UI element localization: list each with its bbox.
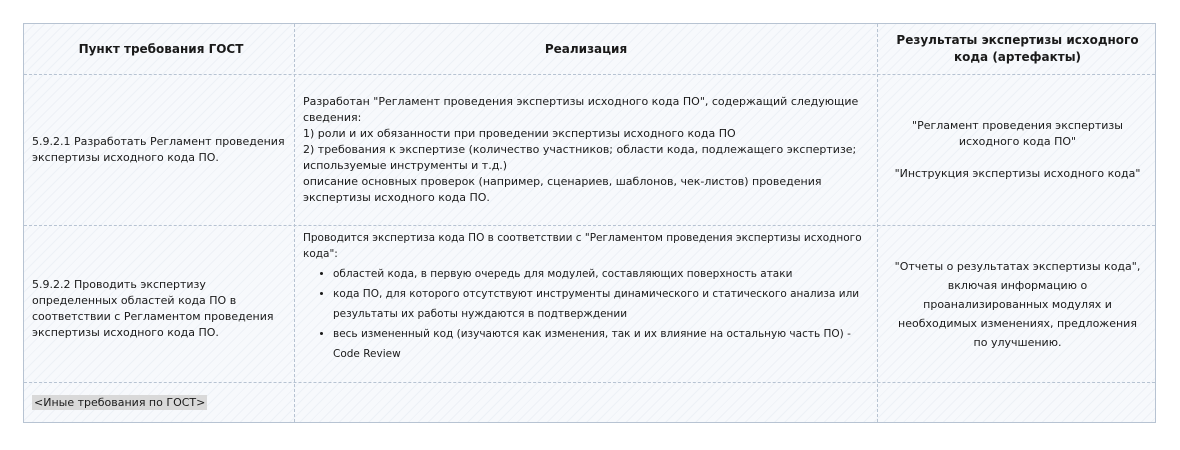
list-item: • кода ПО, для которого отсутствуют инструменты динамического и статического анализа или результаты их работы нуждаются в подтверждении	[333, 284, 869, 324]
implementation-line: Разработан "Регламент проведения экспертизы исходного кода ПО", содержащий следующие сведения:	[303, 95, 859, 124]
requirement-5-9-2-2: 5.9.2.2 Проводить экспертизу определенных областей кода ПО в соответствии с Регламентом проведения экспертизы исходного кода ПО.	[32, 278, 274, 339]
list-item: • областей кода, в первую очередь для модулей, составляющих поверхность атаки	[333, 264, 869, 284]
header-gost-clause: Пункт требования ГОСТ	[78, 41, 244, 56]
implementation-5-9-2-1	[295, 75, 877, 225]
artifact: "Инструкция экспертизы исходного кода"	[894, 167, 1141, 180]
implementation-line: 2) требования к экспертизе (количество участников; области кода, подлежащего экспертизе; используемые инструменты и т.д.)	[303, 143, 857, 172]
other-requirements-label: <Иные требования по ГОСТ>	[34, 396, 206, 409]
header-implementation: Реализация	[544, 41, 628, 56]
implementation-list	[303, 264, 869, 364]
implementation-line: 1) роли и их обязанности при проведении экспертизы исходного кода ПО	[303, 127, 736, 140]
other-requirements	[24, 383, 294, 423]
implementation-line: описание основных проверок (например, сценариев, шаблонов, чек-листов) проведения экспертизы исходного кода ПО.	[303, 175, 822, 204]
artifacts-5-9-2-2: "Отчеты о результатах экспертизы кода", включая информацию о проанализированных модулях и необходимых изменениях, предложения по улучшению.	[894, 259, 1141, 349]
artifact: "Регламент проведения экспертизы исходного кода ПО"	[912, 119, 1123, 148]
requirement-5-9-2-1: 5.9.2.1 Разработать Регламент проведения экспертизы исходного кода ПО.	[32, 135, 285, 164]
list-item: • весь измененный код (изучаются как изменения, так и их влияние на остальную часть ПО) - Code Review	[333, 324, 869, 364]
implementation-intro: Проводится экспертиза кода ПО в соответствии с "Регламентом проведения экспертизы исходного кода":	[303, 232, 862, 260]
implementation-empty	[295, 383, 877, 423]
artifacts-empty	[878, 383, 1157, 423]
artifacts-5-9-2-1	[878, 75, 1157, 225]
header-artifacts: Результаты экспертизы исходного кода (артефакты)	[896, 33, 1139, 64]
requirements-table	[23, 23, 1156, 423]
implementation-5-9-2-2	[295, 226, 877, 382]
